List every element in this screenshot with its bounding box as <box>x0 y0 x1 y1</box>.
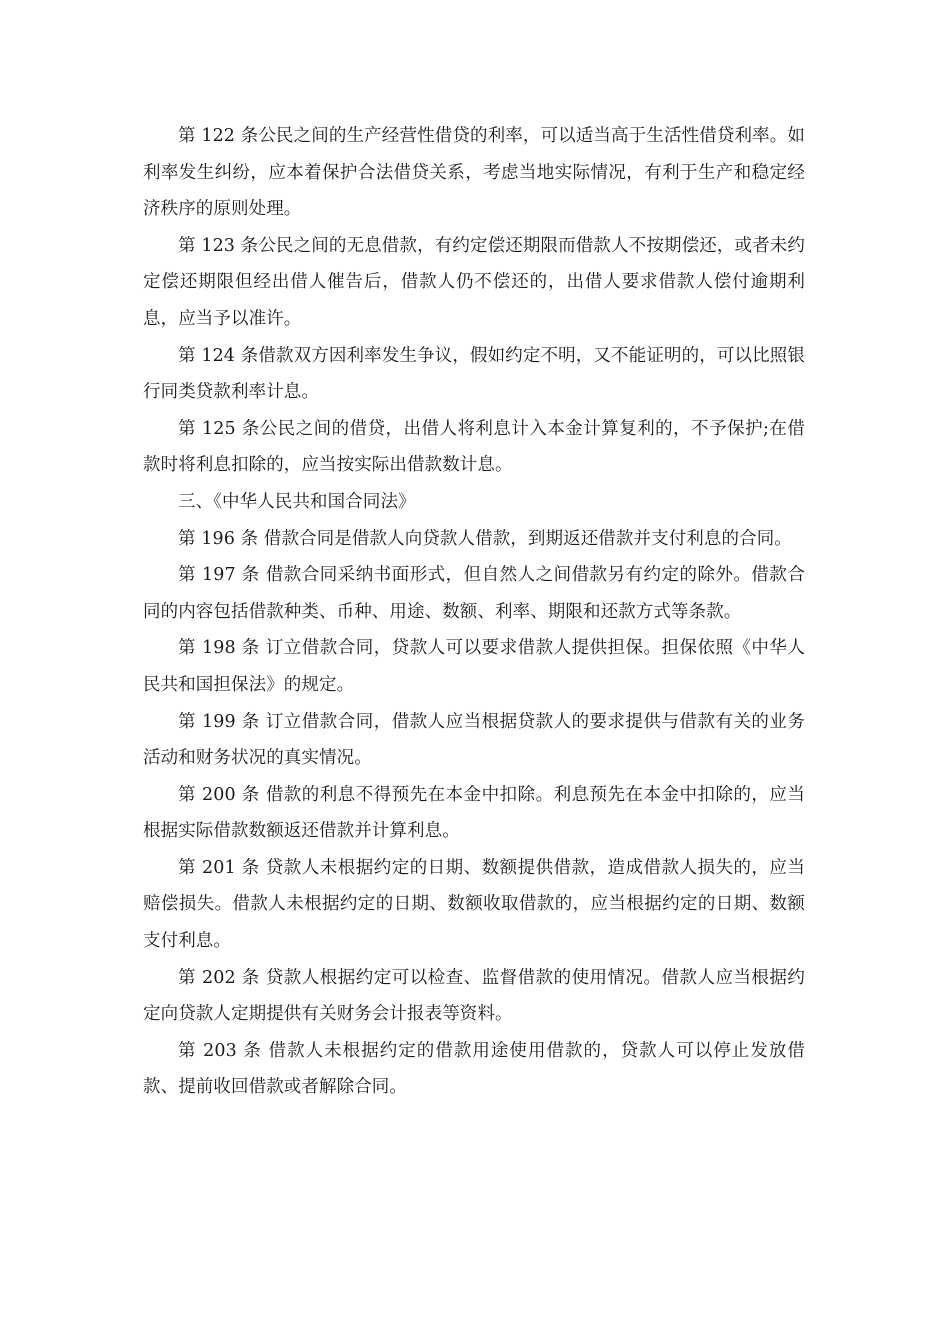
article-124: 第 124 条借款双方因利率发生争议，假如约定不明，又不能证明的，可以比照银行同类贷款利率计息。 <box>143 345 805 403</box>
article-196: 第 196 条 借款合同是借款人向贷款人借款，到期返还借款并支付利息的合同。 <box>178 528 792 549</box>
article-203: 第 203 条 借款人未根据约定的借款用途使用借款的，贷款人可以停止发放借款、提前收回借款或者解除合同。 <box>143 1040 805 1098</box>
article-199: 第 199 条 订立借款合同，借款人应当根据贷款人的要求提供与借款有关的业务活动和财务状况的真实情况。 <box>143 711 805 769</box>
article-202: 第 202 条 贷款人根据约定可以检查、监督借款的使用情况。借款人应当根据约定向贷款人定期提供有关财务会计报表等资料。 <box>143 967 805 1025</box>
article-201: 第 201 条 贷款人未根据约定的日期、数额提供借款，造成借款人损失的，应当赔偿损失。借款人未根据约定的日期、数额收取借款的，应当根据约定的日期、数额支付利息。 <box>143 857 805 952</box>
article-198: 第 198 条 订立借款合同，贷款人可以要求借款人提供担保。担保依照《中华人民共和国担保法》的规定。 <box>143 638 805 695</box>
section-heading-contract-law: 三、《中华人民共和国合同法》 <box>178 491 416 512</box>
article-122: 第 122 条公民之间的生产经营性借贷的利率，可以适当高于生活性借贷利率。如利率发生纠纷，应本着保护合法借贷关系，考虑当地实际情况，有利于生产和稳定经济秩序的原则处理。 <box>143 126 805 220</box>
article-123: 第 123 条公民之间的无息借款，有约定偿还期限而借款人不按期偿还，或者未约定偿还期限但经出借人催告后，借款人仍不偿还的，出借人要求借款人偿付逾期利息，应当予以准许。 <box>143 235 805 329</box>
document-body <box>143 118 805 1106</box>
article-200: 第 200 条 借款的利息不得预先在本金中扣除。利息预先在本金中扣除的，应当根据实际借款数额返还借款并计算利息。 <box>143 784 805 842</box>
article-197: 第 197 条 借款合同采纳书面形式，但自然人之间借款另有约定的除外。借款合同的内容包括借款种类、币种、用途、数额、利率、期限和还款方式等条款。 <box>143 565 805 622</box>
article-125: 第 125 条公民之间的借贷，出借人将利息计入本金计算复利的，不予保护;在借款时将利息扣除的，应当按实际出借款数计息。 <box>143 418 805 476</box>
